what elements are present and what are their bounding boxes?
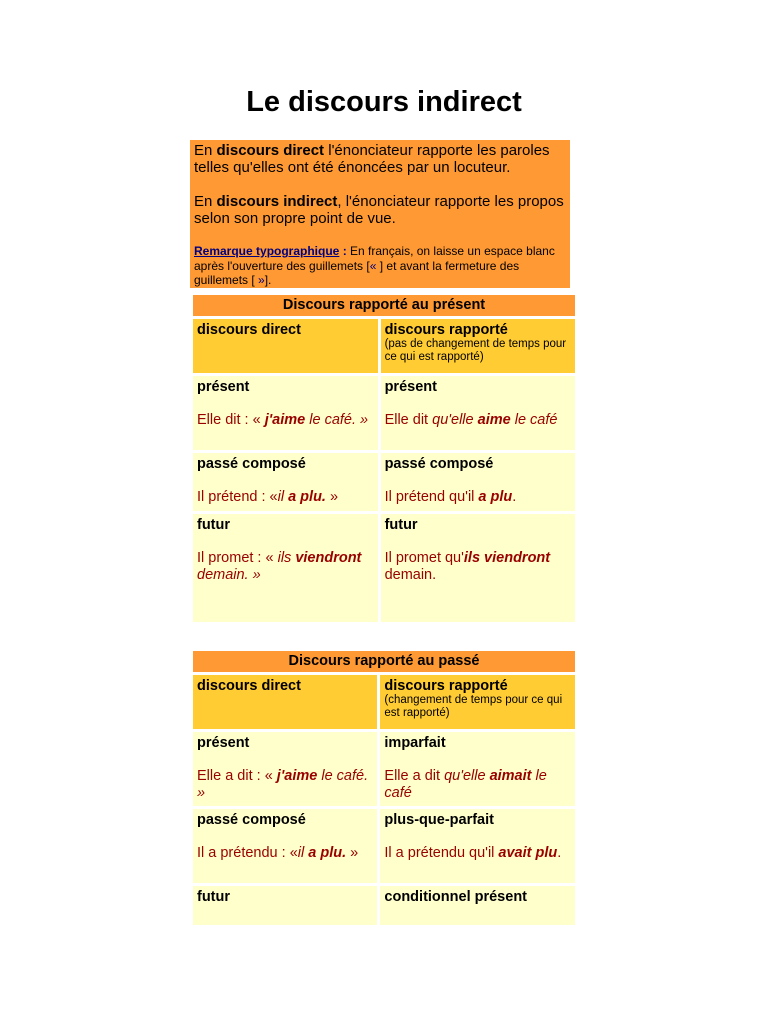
tense-label: futur [197,516,231,533]
column-label: discours direct [197,321,301,338]
cell-direct [193,514,378,622]
tense-label: futur [197,888,231,905]
intro-paragraph-indirect [194,193,566,227]
remark-link[interactable]: Remarque typographique [194,244,340,258]
ex-part: Il a prétendu : « [197,845,298,861]
ex-part: Elle dit : « [197,412,265,428]
ex-part: ils [277,550,296,566]
column-reported [380,675,575,729]
example [384,845,561,861]
text: En [194,142,217,159]
tense-label: présent [197,734,250,751]
text: l'énonciateur rapporte les paroles telles qu'elles ont été énoncées par un locuteur. [194,142,550,176]
tense-label: imparfait [384,734,446,751]
cell-reported [381,376,575,450]
column-direct [193,319,378,373]
ex-part: Il prétend : « [197,489,278,505]
ex-part: qu'elle [444,768,490,784]
ex-part: Il promet : « [197,550,278,566]
example [385,550,551,583]
example [197,412,368,428]
cell-direct [193,376,378,450]
cell-reported [380,809,575,883]
ex-part: le café [384,768,547,801]
page-title: Le discours indirect [246,86,522,118]
table-row [193,809,575,883]
ex-part: demain. » [197,566,261,583]
ex-verb: a plu. [308,845,347,861]
ex-part: Elle a dit [384,768,445,784]
ex-part: le café. » [305,412,369,428]
cell-direct [193,732,377,806]
example [197,768,368,801]
term-direct: discours direct [216,142,325,159]
tense-label: passé composé [197,811,306,828]
tense-label: présent [197,378,250,395]
cell-reported [380,732,575,806]
ex-part: demain. [384,566,437,583]
column-label: discours rapporté [384,321,508,338]
intro-box [190,140,570,288]
ex-part: qu'elle [432,412,478,428]
text: , l'énonciateur rapporte les propos selon son propre point de vue. [194,193,564,227]
tense-label: présent [384,378,437,395]
example [197,489,338,505]
table-row [193,514,575,622]
table-header: Discours rapporté au présent [193,295,575,316]
text: En français, on laisse un espace blanc après l'ouverture des guillemets [ [194,244,555,273]
present-table [190,292,578,625]
ex-part: . [557,845,562,861]
past-table [190,648,578,928]
cell-reported [381,514,575,622]
intro-paragraph-direct [194,142,566,176]
column-direct [193,675,377,729]
ex-part: le café [510,412,558,428]
cell-direct [193,453,378,511]
column-note: (pas de changement de temps pour ce qui est rapporté) [384,338,567,363]
column-note: (changement de temps pour ce qui est rapporté) [384,694,563,719]
ex-part: il [277,489,289,505]
ex-part: Il prétend qu'il [384,489,479,505]
ex-verb: aimait [489,768,532,784]
cell-direct [193,886,377,926]
ex-verb: j'aime [264,412,306,428]
ex-part: » [325,489,339,505]
example [384,768,546,801]
ex-verb: avait plu [498,845,558,861]
typography-remark [194,244,566,288]
text: ]. [264,273,272,287]
ex-verb: ils viendront [463,550,551,566]
cell-direct [193,809,377,883]
tense-label: passé composé [197,455,306,472]
ex-verb: aime [477,412,511,428]
open-quote-sample: « [369,258,380,273]
example [385,412,558,428]
column-label: discours rapporté [384,677,508,694]
column-reported [381,319,575,373]
ex-verb: a plu [478,489,513,505]
term-indirect: discours indirect [216,193,338,210]
remark-colon: : [339,244,347,258]
cell-reported [381,453,575,511]
table-header: Discours rapporté au passé [193,651,575,672]
example [197,550,361,583]
example [385,489,517,505]
ex-part: il [297,845,309,861]
cell-reported [380,886,575,926]
ex-part: Elle a dit : « [197,768,277,784]
text: ] et avant la fermeture des guillemets [ [194,258,520,287]
tense-label: passé composé [384,455,494,472]
tense-label: plus-que-parfait [384,811,494,828]
column-label: discours direct [197,677,301,694]
ex-part: » [346,845,359,861]
table-row [193,376,575,450]
ex-verb: viendront [295,550,362,566]
close-quote-sample: » [254,273,265,287]
tense-label: conditionnel présent [384,888,527,905]
ex-part: le café. » [197,768,369,801]
text: En [194,193,217,210]
ex-part: . [512,489,517,505]
ex-verb: a plu. [288,489,326,505]
ex-part: Il a prétendu qu'il [384,845,499,861]
tense-label: futur [384,516,418,533]
example [197,845,358,861]
table-row [193,886,575,926]
ex-part: Elle dit [384,412,433,428]
ex-part: Il promet qu' [384,550,464,566]
ex-verb: j'aime [276,768,318,784]
table-row [193,453,575,511]
table-row [193,732,575,806]
